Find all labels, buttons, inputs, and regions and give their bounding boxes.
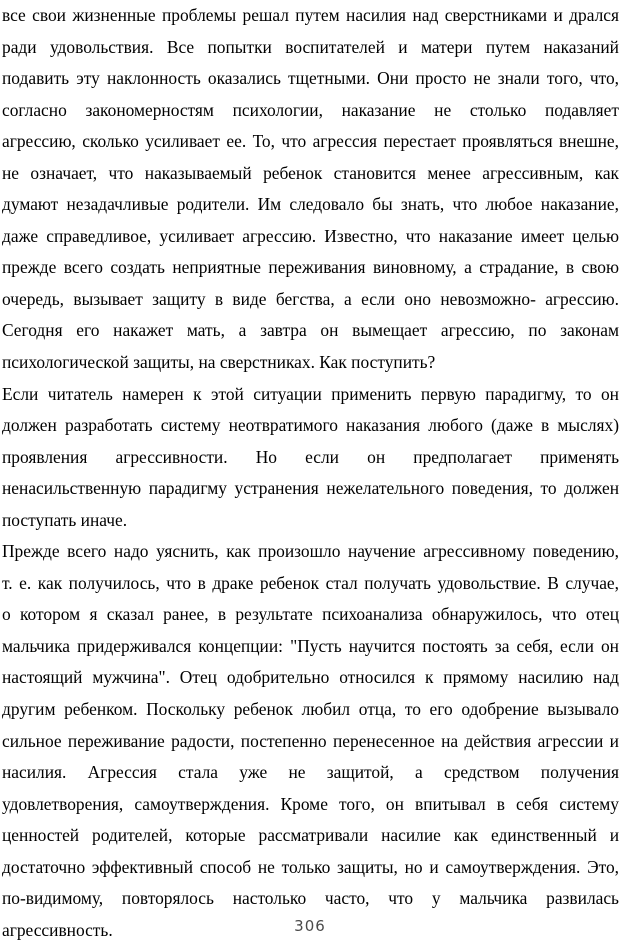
text-line: Если читатель намерен к этой ситуации применить первую парадигму, то он bbox=[2, 383, 619, 404]
text-line: подавить эту наклонность оказались тщетными. Они просто не знали того, что, bbox=[2, 68, 619, 89]
text-line: проявления агрессивности. Но если он предполагает применять bbox=[2, 446, 619, 467]
text-line: не означает, что наказываемый ребенок становится менее агрессивным, как bbox=[2, 162, 619, 183]
text-line: ценностей родителей, которые рассматривали насилие как единственный и bbox=[2, 825, 619, 846]
text-line: по-видимому, повторялось настолько часто, что у мальчика развилась bbox=[2, 888, 619, 909]
text-line: сильное переживание радости, постепенно перенесенное на действия агрессии и bbox=[2, 730, 619, 751]
text-line: поступать иначе. bbox=[2, 509, 128, 530]
text-line: мальчика придерживался концепции: "Пусть научится постоять за себя, если он bbox=[2, 635, 619, 656]
body-text bbox=[2, 0, 619, 946]
text-line: Прежде всего надо уяснить, как произошло научение агрессивному поведению, bbox=[2, 541, 619, 562]
text-line: даже справедливое, усиливает агрессию. Известно, что наказание имеет целью bbox=[2, 225, 619, 246]
text-line: Сегодня его накажет мать, а завтра он вымещает агрессию, по законам bbox=[2, 320, 619, 341]
text-line: достаточно эффективный способ не только защиты, но и самоутверждения. Это, bbox=[2, 856, 619, 877]
text-line: о котором я сказал ранее, в результате психоанализа обнаружилось, что отец bbox=[2, 604, 619, 625]
text-line: т. е. как получилось, что в драке ребенок стал получать удовольствие. В случае, bbox=[2, 572, 619, 593]
text-line: насилия. Агрессия стала уже не защитой, а средством получения bbox=[2, 762, 619, 783]
text-line: другим ребенком. Поскольку ребенок любил отца, то его одобрение вызывало bbox=[2, 699, 619, 720]
text-line: должен разработать систему неотвратимого наказания любого (даже в мыслях) bbox=[2, 415, 619, 436]
text-line: очередь, вызывает защиту в виде бегства, а если оно невозможно- агрессию. bbox=[2, 288, 619, 309]
text-line: агрессивность. bbox=[2, 919, 113, 940]
text-line: думают незадачливые родители. Им следовало бы знать, что любое наказание, bbox=[2, 194, 619, 215]
text-line: согласно закономерностям психологии, наказание не столько подавляет bbox=[2, 99, 619, 120]
text-line: ненасильственную парадигму устранения нежелательного поведения, то должен bbox=[2, 478, 619, 499]
text-line: агрессию, сколько усиливает ее. То, что агрессия перестает проявляться внешне, bbox=[2, 131, 619, 152]
page-number: 306 bbox=[294, 917, 326, 935]
text-line: ради удовольствия. Все попытки воспитателей и матери путем наказаний bbox=[2, 36, 619, 57]
text-line: прежде всего создать неприятные переживания виновному, а страдание, в свою bbox=[2, 257, 619, 278]
text-line: удовлетворения, самоутверждения. Кроме того, он впитывал в себя систему bbox=[2, 793, 619, 814]
text-line: все свои жизненные проблемы решал путем насилия над сверстниками и дрался bbox=[2, 5, 619, 25]
text-line: настоящий мужчина". Отец одобрительно относился к прямому насилию над bbox=[2, 667, 619, 688]
text-line: психологической защиты, на сверстниках. Как поступить? bbox=[2, 352, 436, 373]
